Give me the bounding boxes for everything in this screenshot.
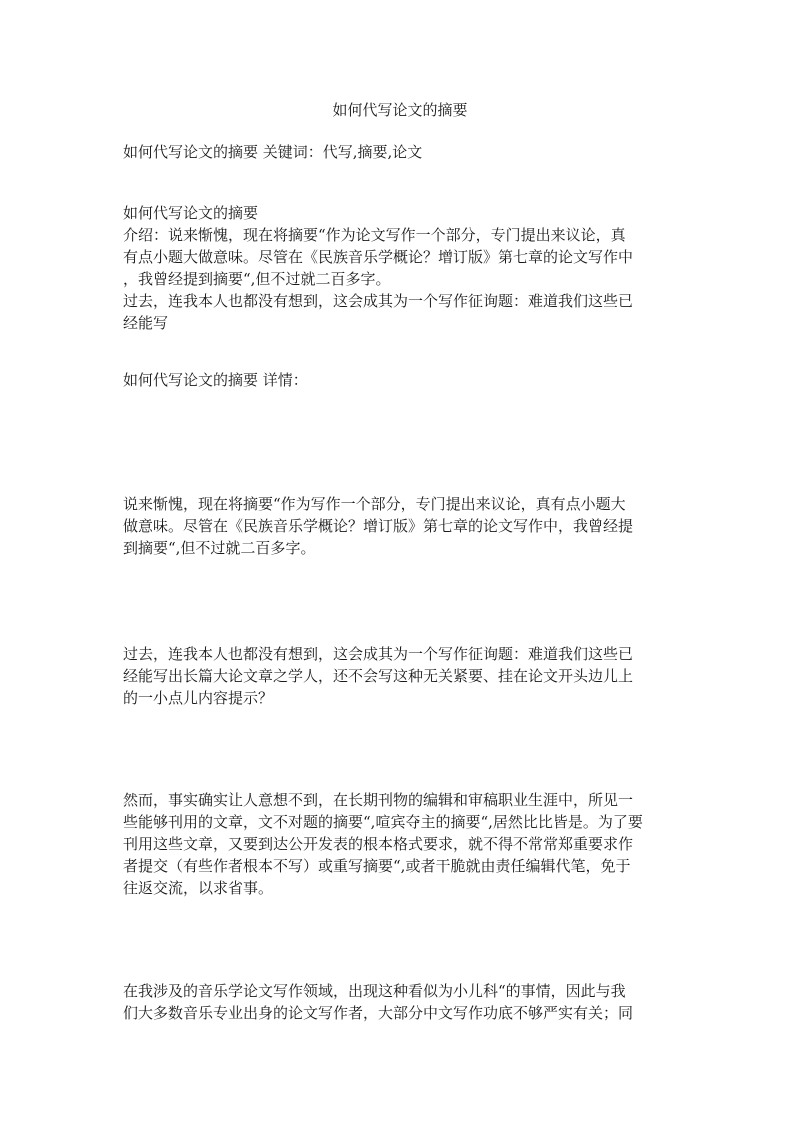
intro-line: ，我曾经提到摘要“,但不过就二百多字。 [123, 270, 391, 288]
body-paragraph-4 [123, 980, 679, 1024]
intro-line: 过去，连我本人也都没有想到，这会成其为一个写作征询题：难道我们这些已 [123, 292, 634, 310]
paragraph-line: 到摘要“,但不过就二百多字。 [123, 539, 316, 557]
document-title: 如何代写论文的摘要 [332, 101, 468, 119]
body-paragraph-1 [123, 493, 679, 559]
paragraph-line: 者提交（有些作者根本不写）或重写摘要“,或者干脆就由责任编辑代笔，免于 [123, 857, 631, 875]
intro-line: 经能写 [123, 314, 169, 332]
body-paragraph-3 [123, 789, 679, 899]
paragraph-line: 然而，事实确实让人意想不到，在长期刊物的编辑和审稿职业生涯中，所见一 [123, 791, 634, 809]
paragraph-line: 刊用这些文章，又要到达公开发表的根本格式要求，就不得不常常郑重要求作 [123, 835, 634, 853]
details-heading: 如何代写论文的摘要 详情： [123, 371, 308, 389]
intro-heading: 如何代写论文的摘要 [123, 204, 259, 222]
paragraph-line: 说来惭愧，现在将摘要“作为写作一个部分，专门提出来议论，真有点小题大 [123, 495, 626, 513]
intro-section [123, 202, 679, 334]
paragraph-line: 在我涉及的音乐学论文写作领域，出现这种看似为小儿科“的事情，因此与我 [123, 982, 626, 1000]
paragraph-line: 经能写出长篇大论文章之学人，还不会写这种无关紧要、挂在论文开头边儿上 [123, 667, 634, 685]
paragraph-line: 做意味。尽管在《民族音乐学概论？增订版》第七章的论文写作中，我曾经提 [123, 517, 634, 535]
intro-line: 有点小题大做意味。尽管在《民族音乐学概论？增订版》第七章的论文写作中 [123, 248, 634, 266]
paragraph-line: 往返交流，以求省事。 [123, 879, 274, 897]
paragraph-line: 些能够刊用的文章，文不对题的摘要“,喧宾夺主的摘要“,居然比比皆是。为了要 [123, 813, 643, 831]
keywords-line: 如何代写论文的摘要 关键词：代写,摘要,论文 [123, 143, 423, 161]
paragraph-line: 的一小点儿内容提示？ [123, 689, 274, 707]
intro-line: 介绍：说来惭愧，现在将摘要“作为论文写作一个部分，专门提出来议论，真 [123, 226, 626, 244]
paragraph-line: 们大多数音乐专业出身的论文写作者，大部分中文写作功底不够严实有关；同 [123, 1004, 634, 1022]
body-paragraph-2 [123, 643, 679, 709]
paragraph-line: 过去，连我本人也都没有想到，这会成其为一个写作征询题：难道我们这些已 [123, 645, 634, 663]
